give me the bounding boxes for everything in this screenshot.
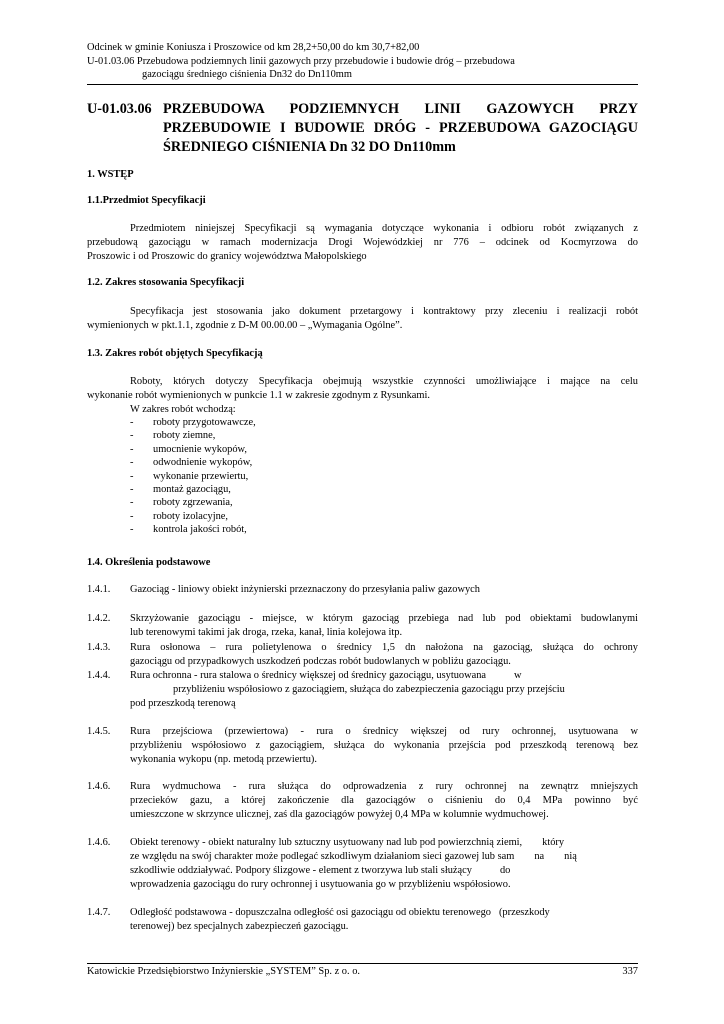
list-item: - montaż gazociągu, (130, 483, 256, 496)
definition-text: przybliżeniu współosiowo z gazociągiem, służąca do zabezpieczenia gazociągu przy przejściu (173, 684, 565, 695)
definition-text: Obiekt terenowy - obiekt naturalny lub sztuczny usytuowany nad lub pod powierzchnią ziemi, (130, 837, 523, 848)
definition-text: Rura osłonowa – rura polietylenowa o średnicy 1,5 dn nałożona na gazociąg, służąca do ochrony (130, 642, 638, 653)
paragraph-1-3 (87, 375, 638, 417)
definition-text: Rura ochronna - rura stalowa o średnicy większej od średnicy gazociągu, usytuowana (130, 670, 487, 681)
list-item: - roboty ziemne, (130, 429, 256, 442)
definition-number: 1.4.4. (87, 670, 111, 681)
section-heading-1: 1. WSTĘP (87, 169, 134, 180)
section-heading-1-4: 1.4. Określenia podstawowe (87, 557, 211, 568)
scope-list (130, 416, 256, 537)
page-footer (87, 966, 638, 977)
page-number: 337 (622, 966, 638, 977)
definition-text: nią (564, 851, 577, 862)
paragraph-1-2-line-1: Specyfikacja jest stosowania jako dokument przetargowy i kontraktowy przy zleceniu i realizacji robót (130, 306, 638, 317)
definition-number: 1.4.2. (87, 613, 111, 624)
definition-1-4-4 (87, 669, 638, 711)
definition-number: 1.4.6. (87, 837, 111, 848)
definition-text: gazociągu od przypadkowych uszkodzeń podczas robót budowlanych w pobliżu gazociągu. (130, 656, 511, 667)
running-header (87, 41, 647, 82)
paragraph-1-3-line-1: Roboty, których dotyczy Specyfikacja obejmują wszystkie czynności umożliwiające i mające na celu (130, 376, 638, 387)
list-item: - roboty przygotowawcze, (130, 416, 256, 429)
definition-text: umieszczone w skrzynce ulicznej, zaś dla gazociągów powyżej 0,4 MPa w kolumnie wydmuchowej. (130, 809, 549, 820)
paragraph-1-3-line-3: W zakres robót wchodzą: (130, 404, 236, 415)
definition-text: ze względu na swój charakter może podlegać szkodliwym działaniom sieci gazowej lub sam (130, 851, 515, 862)
definition-number: 1.4.1. (87, 584, 111, 595)
definition-1-4-7 (87, 906, 638, 934)
definition-text: terenowej) bez specjalnych zabezpieczeń gazociągu. (130, 921, 349, 932)
definition-obiekt-terenowy (87, 836, 638, 892)
footer-divider (87, 963, 638, 964)
definition-text: Gazociąg - liniowy obiekt inżynierski przeznaczony do przesyłania paliw gazowych (130, 584, 480, 595)
definition-text: który (542, 837, 565, 848)
paragraph-1-2-line-2: wymienionych w pkt.1.1, zgodnie z D-M 00.00.00 – „Wymagania Ogólne”. (87, 320, 403, 331)
title-line-3: ŚREDNIEGO CIŚNIENIA Dn 32 DO Dn110mm (163, 139, 456, 155)
list-item: - kontrola jakości robót, (130, 523, 256, 536)
section-heading-1-2: 1.2. Zakres stosowania Specyfikacji (87, 277, 245, 288)
definition-text: Odległość podstawowa - dopuszczalna odległość osi gazociągu od obiektu terenowego (130, 907, 491, 918)
definition-text: Skrzyżowanie gazociągu - miejsce, w którym gazociąg przebiega nad lub pod obiektami budowlanymi (130, 613, 638, 624)
definition-text: szkodliwie oddziaływać. Podpory ślizgowe - element z tworzywa lub stali służący (130, 865, 472, 876)
list-item: - roboty izolacyjne, (130, 510, 256, 523)
definition-number: 1.4.6. (87, 781, 111, 792)
paragraph-1-1 (87, 222, 638, 264)
definition-text: wprowadzenia gazociągu do rury ochronnej i usytuowania go w przybliżeniu współosiowo. (130, 879, 511, 890)
definition-text: Rura wydmuchowa - rura służąca do odprowadzenia z rury ochronnej na zewnątrz mniejszych (130, 781, 638, 792)
definition-text: wykonania wykopu (np. metodą przewiertu). (130, 754, 317, 765)
header-line-1: Odcinek w gminie Koniusza i Proszowice od km 28,2+50,00 do km 30,7+82,00 (87, 42, 420, 53)
paragraph-1-1-line-3: Proszowic i od Proszowic do granicy województwa Małopolskiego (87, 251, 367, 262)
definition-1-4-6 (87, 780, 638, 822)
definition-number: 1.4.3. (87, 642, 111, 653)
title-line-2: PRZEBUDOWIE I BUDOWIE DRÓG - PRZEBUDOWA GAZOCIĄGU (163, 120, 638, 136)
paragraph-1-2 (87, 305, 638, 333)
header-divider (87, 84, 638, 85)
section-heading-1-3: 1.3. Zakres robót objętych Specyfikacją (87, 348, 263, 359)
definition-text: na (534, 851, 545, 862)
definition-text: do (499, 865, 511, 876)
paragraph-1-1-line-1: Przedmiotem niniejszej Specyfikacji są wymagania dotyczące wykonania i odbioru robót związanych z (130, 223, 638, 234)
list-item: - roboty zgrzewania, (130, 496, 256, 509)
definition-text: przecieków gazu, a której zakończenie dla gazociągów o ciśnieniu do 0,4 MPa powinno być (130, 795, 638, 806)
definition-1-4-3 (87, 641, 638, 669)
header-line-3: gazociągu średniego ciśnienia Dn32 do Dn110mm (142, 69, 352, 80)
definition-1-4-2 (87, 612, 638, 640)
definition-1-4-1 (87, 583, 638, 597)
section-heading-1-1: 1.1.Przedmiot Specyfikacji (87, 195, 206, 206)
paragraph-1-1-line-2: przebudową gazociągu w ramach modernizacja Drogi Wojewódzkiej nr 776 – odcinek od Kocmyrzowa do (87, 237, 638, 248)
definition-number: 1.4.5. (87, 726, 111, 737)
definition-number: 1.4.7. (87, 907, 111, 918)
title-line-1: PRZEBUDOWA PODZIEMNYCH LINII GAZOWYCH PRZY (163, 101, 638, 117)
title-code: U-01.03.06 (87, 101, 152, 117)
definition-text: w (514, 670, 522, 681)
definition-text: lub terenowymi takimi jak droga, rzeka, kanał, linia kolejowa itp. (130, 627, 403, 638)
paragraph-1-3-line-2: wykonanie robót wymienionych w punkcie 1.1 w zakresie zgodnym z Rysunkami. (87, 390, 430, 401)
footer-company: Katowickie Przedsiębiorstwo Inżynierskie „SYSTEM” Sp. z o. o. (87, 966, 360, 977)
list-item: - odwodnienie wykopów, (130, 456, 256, 469)
definition-1-4-5 (87, 725, 638, 767)
header-line-2: U-01.03.06 Przebudowa podziemnych linii gazowych przy przebudowie i budowie dróg – przebudowa (87, 55, 515, 67)
document-title (87, 100, 638, 157)
list-item: - umocnienie wykopów, (130, 443, 256, 456)
definition-text: przybliżeniu współosiowo z gazociągiem, służąca do wykonania przejścia pod przeszkodą terenową bez (130, 740, 638, 751)
definition-text: pod przeszkodą terenową (130, 698, 236, 709)
list-item: - wykonanie przewiertu, (130, 470, 256, 483)
definition-text: Rura przejściowa (przewiertowa) - rura o średnicy większej od rury ochronnej, usytuowana w (130, 726, 638, 737)
definition-text: (przeszkody (498, 907, 550, 918)
